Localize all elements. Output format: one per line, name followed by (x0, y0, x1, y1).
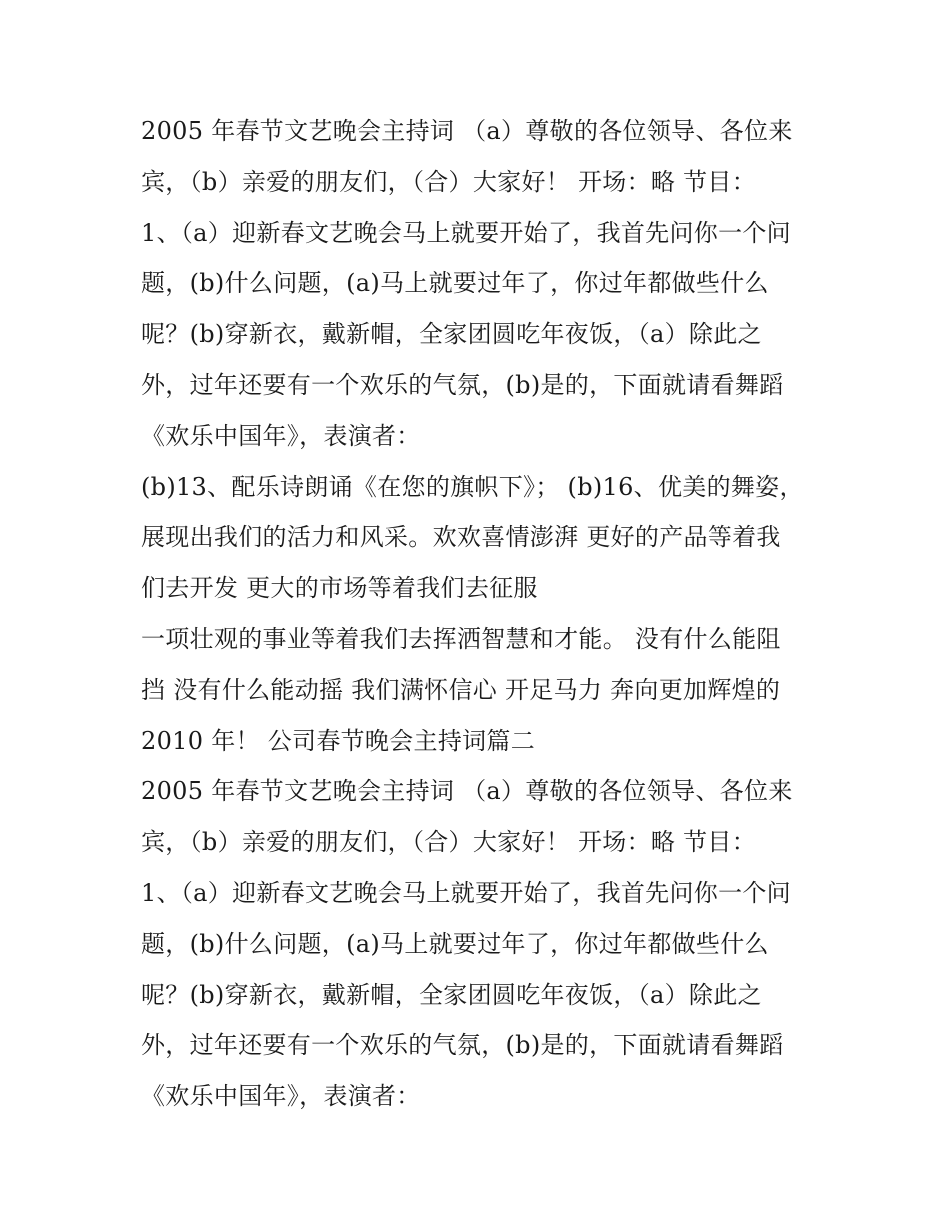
text-line: 题，(b)什么问题，(a)马上就要过年了，你过年都做些什么 (141, 269, 769, 298)
text-line: 宾，（b）亲爱的朋友们，（合）大家好！ 开场：略 节目： (141, 828, 757, 857)
text-line: 1、（a）迎新春文艺晚会马上就要开始了，我首先问你一个问 (141, 218, 791, 247)
text-line: 一项壮观的事业等着我们去挥洒智慧和才能。 没有什么能阻 (141, 624, 781, 653)
text-line: 2010 年！ 公司春节晚会主持词篇二 (141, 726, 536, 755)
text-line: 2005 年春节文艺晚会主持词 （a）尊敬的各位领导、各位来 (141, 117, 793, 145)
text-line: 2005 年春节文艺晚会主持词 （a）尊敬的各位领导、各位来 (141, 777, 793, 806)
text-line: 题，(b)什么问题，(a)马上就要过年了，你过年都做些什么 (141, 929, 769, 958)
text-line: (b)13、配乐诗朗诵《在您的旗帜下》； (b)16、优美的舞姿， (141, 472, 804, 501)
text-line: 1、（a）迎新春文艺晚会马上就要开始了，我首先问你一个问 (141, 878, 791, 907)
text-line: 《欢乐中国年》，表演者： (141, 421, 421, 450)
text-line: 宾，（b）亲爱的朋友们，（合）大家好！ 开场：略 节目： (141, 167, 757, 196)
text-line: 外，过年还要有一个欢乐的气氛，(b)是的，下面就请看舞蹈 (141, 370, 784, 399)
text-line: 呢？(b)穿新衣，戴新帽，全家团圆吃年夜饭，（a）除此之 (141, 980, 762, 1009)
text-line: 挡 没有什么能动摇 我们满怀信心 开足马力 奔向更加辉煌的 (141, 675, 781, 704)
text-line: 们去开发 更大的市场等着我们去征服 (141, 574, 538, 603)
text-line: 展现出我们的活力和风采。欢欢喜情澎湃 更好的产品等着我 (141, 523, 781, 552)
text-line: 《欢乐中国年》，表演者： (141, 1082, 421, 1111)
text-line: 外，过年还要有一个欢乐的气氛，(b)是的，下面就请看舞蹈 (141, 1031, 784, 1060)
text-line: 呢？(b)穿新衣，戴新帽，全家团圆吃年夜饭，（a）除此之 (141, 320, 762, 349)
